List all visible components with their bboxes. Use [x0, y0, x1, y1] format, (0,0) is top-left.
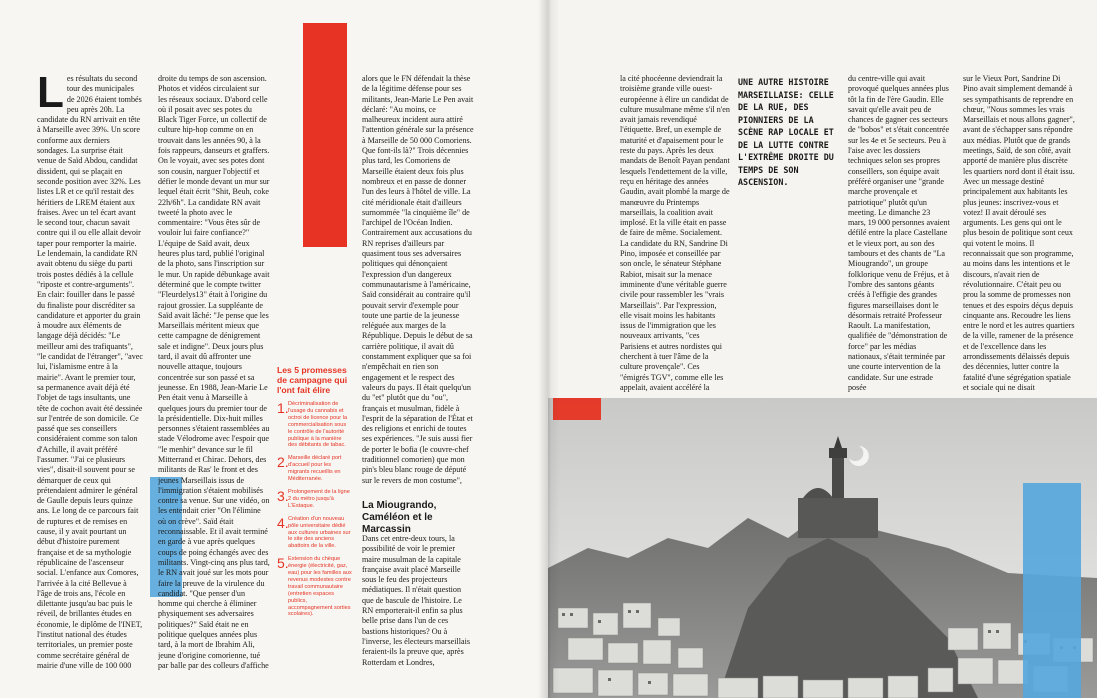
- promise-item: [277, 455, 352, 483]
- city-photo: [548, 398, 1097, 698]
- promises-sidebar: [277, 365, 352, 618]
- blue-accent-bar: [1023, 483, 1081, 698]
- column-text: Dans cet entre-deux tours, la possibilité de voir le premier maire musulman de la capitale française avait placé Marseille sous le feu des projecteurs médiatiques. Il n'était question que de bascule de l'histoire. Le RN emporterait-il enfin sa plus belle prise dans l'un de ces bastions historiques? Ou à l'inverse, les électeurs marseillais feraient-ils la preuve que, après Rotterdam et Londres,: [362, 534, 470, 667]
- section-subhead: La Miougrando, Caméléon et le Marcassin: [362, 500, 437, 535]
- promise-text: Extension du chèque énergie (électricité, gaz, eau) pour les familles aux revenus modestes contre travail communautaire (entretien espaces publics, accompagnement sorties scolaires).: [288, 556, 352, 618]
- red-accent-bar: [303, 23, 347, 247]
- promise-text: Marseille déclaré port d'accueil pour les migrants recueillis en Méditerranée.: [288, 455, 342, 483]
- red-accent-bar: [553, 398, 601, 420]
- article-column-3-top: [362, 74, 474, 486]
- marseille-landscape-image: [548, 398, 1097, 698]
- promise-number: 2.: [277, 454, 289, 471]
- right-column-2: [848, 74, 950, 392]
- right-column-1: [620, 74, 730, 392]
- article-column-2: [158, 74, 270, 670]
- promise-item: [277, 489, 352, 510]
- promise-item: [277, 401, 352, 449]
- left-page: [0, 0, 548, 698]
- column-text: sur le Vieux Port, Sandrine Di Pino avait simplement demandé à ses sympathisants de reprendre en chœur, "Nous sommes les vrais Marseillais et nous allons gagner", avant de s'échapper sans répondre aux médias. Plutôt que de grands meetings, Saïd, de son côté, avait apporté de manière plus discrète les quartiers nord dont il était issu. Avec un message destiné principalement aux habitants les plus jeunes: inscrivez-vous et votez! Il avait déroulé ses arguments. Les gens qui ont le plus besoin de politique sont ceux qui votent le moins. Il reconnaissait que son programme, au moins dans les intentions et le discours, n'avait rien de révolutionnaire. C'était peu ou prou la somme de promesses non tenues et des espoirs déçus depuis cinquante ans. Recoudre les liens entre le nord et les autres quartiers de la ville, ramener de la présence et de l'excellence dans les arrondissements délaissés depuis des décennies, lutter contre la fatalité d'une ségrégation spatiale et sociale qui ne disait: [963, 74, 1075, 392]
- column-text: la cité phocéenne deviendrait la troisième grande ville ouest-européenne à élire un candidat de culture musulmane même s'il n'en avait jamais revendiqué l'étiquette. Bref, un exemple de maturité et d'apaisement pour le reste du pays. Après les deux mandats de Benoît Payan pendant lesquels l'endettement de la ville, reçu en héritage des années Gaudin, avait plombé la marge de manœuvre du Printemps marseillais, la coalition avait implosé. Et la ville était en passe de faire de même. Socialement. La candidate du RN, Sandrine Di Pino, imposée et conseillée par son oncle, le sénateur Stéphane Rabiot, misait sur la menace imminente d'une véritable guerre civile pour rassembler les "vrais Marseillais". Par l'expression, elle visait moins les habitants issus de l'immigration que les nouveaux arrivants, "ces Parisiens et autres nordistes qui cherchent à tuer l'âme de la culture provençale". Ces "émigrés TGV", comme elle les appelait, avaient accéléré la: [620, 74, 730, 392]
- article-column-1: [37, 74, 143, 670]
- column-text: droite du temps de son ascension. Photos et vidéos circulaient sur les réseaux sociaux. D'abord celle où il posait avec ses potes du Black Tiger Force, un collectif de culture hip-hop comme on en trouvait dans les années 90, à la fois rappeurs, danseurs et graffers. On le voyait, avec ses potes dont son cousin, narguer l'objectif et défier le monde devant un mur sur lequel était écrit "Shit, Beuh, coke 22h/6h". La candidate RN avait tweeté la photo avec le commentaire: "Vous êtes sûr de vouloir lui faire confiance?" L'équipe de Saïd avait, deux heures plus tard, publié l'original de la photo, sans l'inscription sur le mur. Un rapide débunkage avait déterminé que le compte twitter "Fleurdelys13" était à l'origine du rajout grossier. La suppléante de Saïd avait lâché: "Je pense que les Marseillais méritent mieux que cette campagne de dénigrement sale et indigne". Deux jours plus tard, il avait dû affronter une nouvelle attaque, toujours concentrée sur son passé et sa jeunesse. En 1988, Jean-Marie Le Pen était venu à Marseille à quelques jours du premier tour de la présidentielle. Dix-huit milles personnes s'étaient rassemblées au stade Vélodrome avec l'espoir que "le menhir" devance sur le fil Mitterrand et Chirac. Dehors, des militants de Ras' le front et des jeunes Marseillais issus de l'immigration s'étaient mobilisés contre sa venue. Sur une vidéo, on les entendait crier "On l'élimine où on crève". Saïd était reconnaissable. Et il avait terminé en garde à vue après quelques coups de poing échangés avec des militants. Vingt-cinq ans plus tard, le RN avait joué sur les mots pour faire la preuve de la virulence du candidat. "Que penser d'un homme qui cherche à éliminer physiquement ses adversaires politiques?" Saïd était ne en politique quelques années plus tard, à la mort de Ibrahim Ali, jeune d'origine comorienne, tué par balle par des colleurs d'affiche: [158, 74, 270, 670]
- drop-cap: L: [37, 74, 64, 117]
- article-column-3-bottom: [362, 534, 474, 674]
- right-column-3: [963, 74, 1075, 392]
- promise-text: Décriminalisation de l'usage du cannabis et octroi de licence pour la commercialisation sous le contrôle de l'autorité publique à la manière des débitants de tabac.: [288, 401, 348, 449]
- promise-text: Création d'un nouveau pôle universitaire dédié aux cultures urbaines sur le site des anciens abattoirs de la ville.: [288, 515, 351, 550]
- promise-number: 3.: [277, 487, 289, 504]
- column-text: es résultats du second tour des municipales de 2026 étaient tombés peu après 20h. La candidate du RN arrivait en tête à Marseille avec 39%. Un score conforme aux derniers sondages. La surprise était venue de Saïd Abdou, candidat dissident, qui se plaçait en seconde position avec 32%. Les listes LR et ce qu'il restait des héritiers de LREM étaient aux fraises. Avec un tel écart avant le second tour, chacun savait contre qui il ou elle allait devoir taper pour remporter la mairie. Le lendemain, la candidate RN avait obtenu du siège du parti trois postes dédiés à la cellule "riposte et contre-arguments". En clair: fouiller dans le passé du finaliste pour discréditer sa candidature et apporter du grain à moudre aux éléments de langage déjà décidés: "Le meilleur ami des trafiquants", "le candidat de l'étranger", "avec lui, l'islamisme entre à la mairie". Avant le premier tour, sa permanence avait déjà été l'objet de tags insultants, une tête de cochon avait été dessinée sur l'entrée de son domicile. Ce passé que ses conseillers considéraient comme son talon d'Achille, il avait préféré l'assumer. "J'ai ce plusieurs vies", disait-il souvent pour se démarquer de ceux qui prétendaient admirer le général de Gaulle depuis leurs quinze ans. Le long de ce parcours fait de ruptures et de remises en cause, il y avait pourtant un début d'histoire purement française et de sa mythologie républicaine de l'ascenseur social. L'enfance aux Comores, l'arrivée à la cité Bellevue à l'âge de trois ans, l'école en dilettante jusqu'au bac puis le réveil, de brillantes études en économie, le diplôme de l'INET, l'institut national des études territoriales, un premier poste comme secrétaire général de mairie d'une ville de 100 000: [37, 74, 143, 670]
- column-text: alors que le FN défendait la thèse de la légitime défense pour ses militants, Jean-Marie Le Pen avait déclaré: "Au moins, ce malheureux incident aura attiré l'attention générale sur la présence à Marseille de 50 000 Comoriens. Que font-ils là?" Trois décennies plus tard, les Comoriens de Marseille étaient deux fois plus nombreux et en passe de donner l'un des leurs à l'hôtel de ville. La cité méridionale était d'ailleurs surnommée "la cinquième île" de l'archipel de l'Océan Indien. Contrairement aux accusations du RN reprises d'ailleurs par quasiment tous ses adversaires politiques qui dénonçaient l'expression d'un dangereux communautarisme à l'américaine, Saïd considérait au contraire qu'il pouvait servir d'exemple pour toute une partie de la jeunesse reléguée aux marges de la République. Depuis le début de sa carrière politique, il avait dû constamment expliquer que sa foi n'empêchait en rien son engagement et le respect des valeurs du pays. Il était quelqu'un du "et" plutôt que du "ou", français et musulman, fidèle à l'esprit de la séparation de l'État et des religions et enrichi de toutes ses expériences. "Je suis aussi fier de porter le bofia (le couvre-chef traditionnel comorien) que mon pin's bleu blanc rouge de député sur le revers de mon costume",: [362, 74, 474, 485]
- promise-number: 5.: [277, 555, 289, 572]
- promise-number: 4.: [277, 514, 289, 531]
- promise-number: 1.: [277, 400, 289, 416]
- promise-item: [277, 516, 352, 551]
- pull-quote: UNE AUTRE HISTOIRE MARSEILLAISE: CELLE DE LA RUE, DES PIONNIERS DE LA SCÈNE RAP LOCALE ET DE LA LUTTE CONTRE L'EXTRÊME DROITE DU TEMPS DE SON ASCENSION.: [738, 77, 834, 187]
- promise-text: Prolongement de la ligne 2 du métro jusqu'à L'Estaque.: [288, 488, 350, 509]
- column-text: du centre-ville qui avait provoqué quelques années plus tôt la fin de l'ère Gaudin. Elle savait qu'elle avait peu de chances de gagner ces secteurs de "bobos" et s'était concentrée sur les 4e et 5e secteurs. Peu à l'aise avec les dossiers techniques selon ses propres conseillers, son équipe avait préféré organiser une "grande marche provençale et patriotique" plutôt qu'un meeting. Le dimanche 23 mars, 19 000 personnes avaient défilé entre la place Castellane et le vieux port, au son des tambours et des chants de "La Miougrando", un groupe folklorique venu de Fréjus, et à l'ombre des santons géants créés à l'effigie des grandes figures marseillaises dont le désormais retraité Professeur Raoult. La manifestation, qualifiée de "démonstration de force" par les médias nationaux, s'était terminée par une courte intervention de la candidate. Sur une estrade posée: [848, 74, 950, 392]
- promise-item: [277, 556, 352, 618]
- sidebar-title: Les 5 promesses de campagne qui l'ont fait élire: [277, 365, 348, 395]
